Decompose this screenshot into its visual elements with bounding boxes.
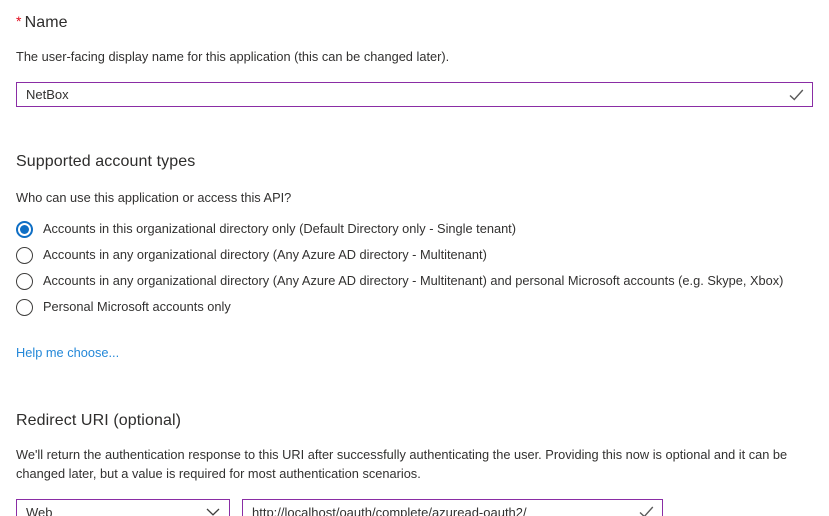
account-type-option[interactable] bbox=[16, 268, 813, 294]
name-description: The user-facing display name for this application (this can be changed later). bbox=[16, 49, 450, 64]
platform-select-dropdown[interactable] bbox=[16, 499, 230, 516]
account-type-option-label: Personal Microsoft accounts only bbox=[43, 299, 231, 314]
help-me-choose-link[interactable]: Help me choose... bbox=[16, 345, 120, 360]
account-type-option-label: Accounts in this organizational directory only (Default Directory only - Single tenant) bbox=[43, 221, 516, 236]
account-types-radio-group bbox=[16, 216, 813, 320]
required-asterisk: * bbox=[16, 13, 22, 29]
name-section-title-text: Name bbox=[24, 14, 68, 31]
redirect-uri-input[interactable] bbox=[243, 500, 662, 516]
name-input-field[interactable] bbox=[16, 82, 813, 107]
radio-button-icon[interactable] bbox=[16, 221, 33, 238]
account-type-option-label: Accounts in any organizational directory (Any Azure AD directory - Multitenant) and personal Microsoft accounts (e.g. Skype, Xbox) bbox=[43, 273, 784, 288]
redirect-uri-description: We'll return the authentication response to this URI after successfully authenticating the user. Providing this now is optional and it can be changed later, but a value is required for most authentication scenarios. bbox=[16, 447, 788, 481]
name-input[interactable] bbox=[17, 83, 812, 106]
account-types-question: Who can use this application or access this API? bbox=[16, 190, 292, 205]
account-type-option[interactable] bbox=[16, 294, 813, 320]
account-type-option[interactable] bbox=[16, 242, 813, 268]
platform-select-value: Web bbox=[26, 504, 53, 516]
radio-button-icon[interactable] bbox=[16, 273, 33, 290]
checkmark-icon bbox=[789, 89, 804, 101]
chevron-down-icon bbox=[206, 508, 220, 516]
account-type-option-label: Accounts in any organizational directory (Any Azure AD directory - Multitenant) bbox=[43, 247, 487, 262]
name-section-title bbox=[16, 11, 813, 33]
redirect-uri-input-field[interactable] bbox=[242, 499, 663, 516]
redirect-uri-row bbox=[16, 499, 813, 516]
radio-button-icon[interactable] bbox=[16, 299, 33, 316]
account-types-title: Supported account types bbox=[16, 153, 196, 170]
radio-button-icon[interactable] bbox=[16, 247, 33, 264]
checkmark-icon bbox=[639, 506, 654, 516]
redirect-uri-title: Redirect URI (optional) bbox=[16, 412, 182, 429]
account-type-option[interactable] bbox=[16, 216, 813, 242]
